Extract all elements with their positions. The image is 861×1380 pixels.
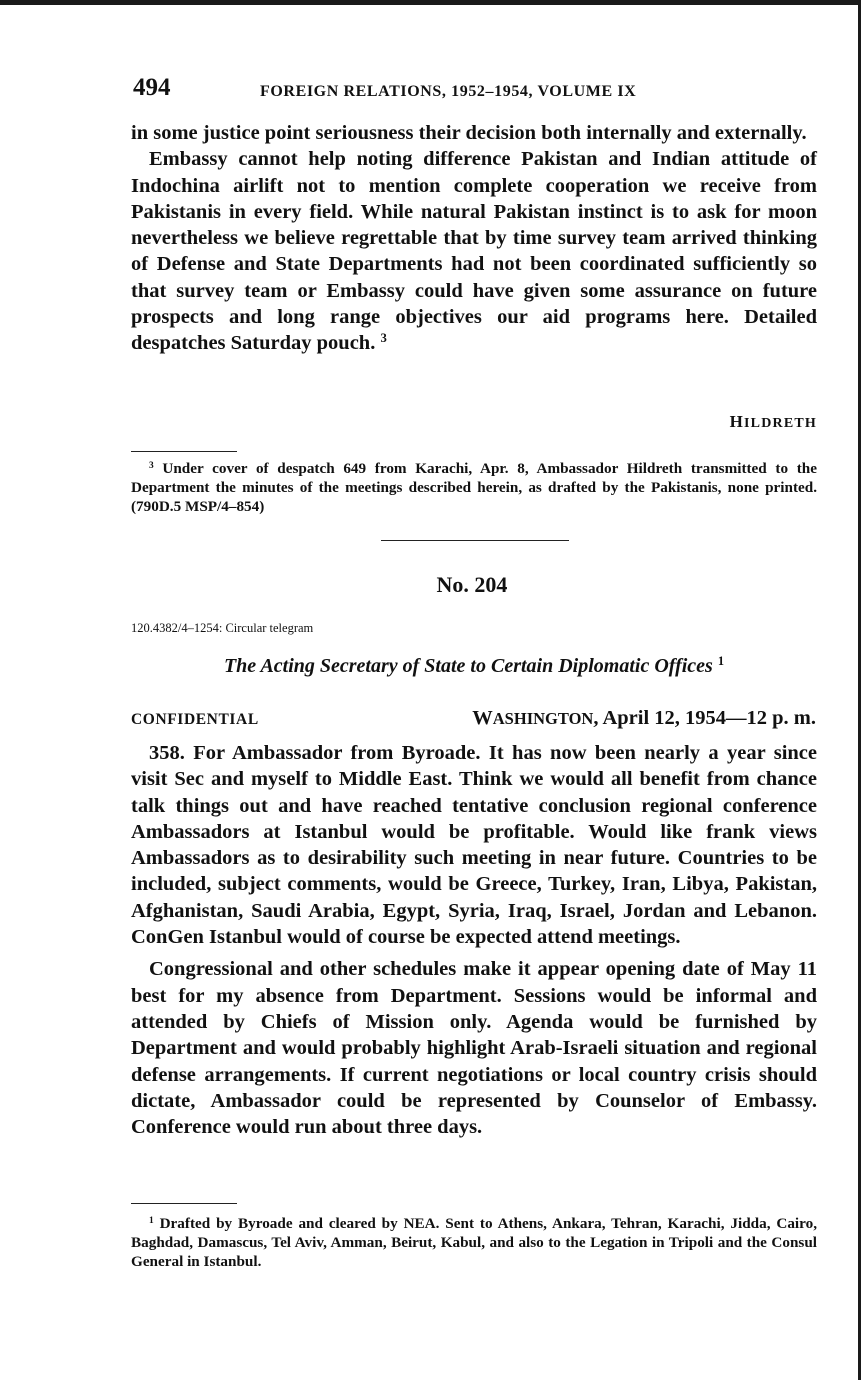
page-number: 494	[133, 74, 171, 101]
footnote-text: Under cover of despatch 649 from Karachi, Apr. 8, Ambassador Hildreth transmitted to the Department the minutes of the meetings described herein, as drafted by the Pakistanis, none printed. (790D.5 MSP/4–854)	[131, 460, 817, 515]
footnote-3	[131, 459, 817, 516]
paragraph-2: Congressional and other schedules make it appear opening date of May 11 best for my absence from Department. Sessions would be informal and attended by Chiefs of Mission only. Agenda would be furnished by Department and would probably highlight Arab-Israeli situation and regional defense arrangements. If current negotiations or local country crisis should dictate, Ambassador could be represented by Counselor of Embassy. Conference would run about three days.	[131, 958, 817, 1139]
footnote-marker: 3	[149, 460, 154, 471]
running-head: FOREIGN RELATIONS, 1952–1954, VOLUME IX	[260, 83, 637, 100]
dateline	[472, 707, 816, 730]
paragraph-1: 358. For Ambassador from Byroade. It has now been nearly a year since visit Sec and myself to Middle East. Think we would all benefit from chance talk things out and have reached tentative conclusion regional conference Ambassadors at Istanbul would be profitable. Would like frank views Ambassadors as to desirability such meeting in near future. Countries to be included, subject comments, would be Greece, Turkey, Iran, Libya, Pakistan, Afghanistan, Saudi Arabia, Egypt, Syria, Iraq, Israel, Jordan and Lebanon. ConGen Istanbul would of course be expected attend meetings.	[131, 742, 817, 949]
footnote-1	[131, 1214, 817, 1271]
source-citation: 120.4382/4–1254: Circular telegram	[131, 621, 314, 635]
continuation-paragraph: in some justice point seriousness their decision both internally and externally.	[131, 122, 807, 144]
document-title	[131, 655, 817, 678]
signature	[730, 412, 817, 432]
document-body	[131, 740, 817, 1140]
footnote-rule-2	[131, 1203, 237, 1204]
scan-edge-top	[0, 0, 861, 5]
signature-initial: H	[729, 412, 745, 431]
footnote-ref-1[interactable]: 1	[717, 654, 725, 669]
dateline-place: WASHINGTON	[472, 707, 594, 729]
signature-rest: ILDRETH	[744, 416, 817, 431]
footnote-1-text: Drafted by Byroade and cleared by NEA. Sent to Athens, Ankara, Tehran, Karachi, Jidda, Cairo, Baghdad, Damascus, Tel Aviv, Amman, Beirut, Kabul, and also to the Legation in Tripoli and the Consul General in Istanbul.	[131, 1215, 818, 1270]
footnote-rule	[131, 451, 237, 452]
previous-document-body	[131, 120, 817, 357]
document-separator	[381, 540, 569, 541]
document-number: No. 204	[436, 572, 508, 597]
footnote-ref-3[interactable]: 3	[380, 331, 387, 346]
document-title-text: The Acting Secretary of State to Certain Diplomatic Offices	[223, 655, 713, 677]
embassy-paragraph-text: Embassy cannot help noting difference Pakistan and Indian attitude of Indochina airlift not to mention complete cooperation we receive from Pakistanis in every field. While natural Pakistan instinct is to ask for moon nevertheless we believe regrettable that by time survey team arrived thinking of Defense and State Departments had not been coordinated sufficiently so that survey team or Embassy could have given some assurance on future prospects and long range objectives our aid programs here. Detailed despatches Saturday pouch.	[131, 148, 817, 355]
dateline-date: , April 12, 1954—12 p. m.	[593, 707, 816, 729]
embassy-paragraph	[131, 146, 817, 356]
classification: CONFIDENTIAL	[131, 711, 259, 728]
page-header	[133, 74, 823, 104]
footnote-marker-1: 1	[149, 1215, 154, 1226]
